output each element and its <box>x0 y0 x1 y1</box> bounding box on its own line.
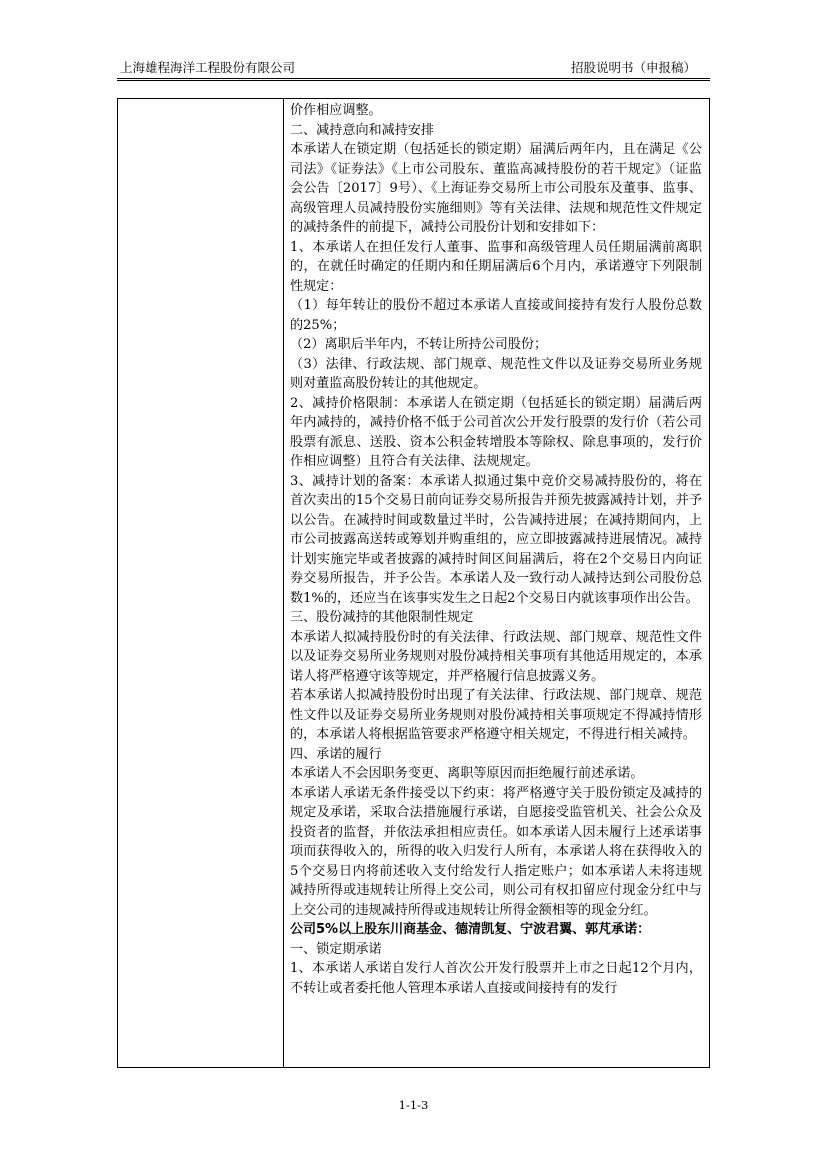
paragraph: （1）每年转让的股份不超过本承诺人直接或间接持有发行人股份总数的25%； <box>290 298 702 333</box>
paragraph: 本承诺人拟减持股份时的有关法律、行政法规、部门规章、规范性文件以及证券交易所业务规则对股份减持相关事项有其他适用规定的，本承诺人将严格遵守该等规定，并严格履行信息披露义务。 <box>290 629 702 684</box>
paragraph: （3）法律、行政法规、部门规章、规范性文件以及证券交易所业务规则对董监高股份转让的其他规定。 <box>290 356 702 391</box>
paragraph: （2）离职后半年内，不转让所持公司股份； <box>290 337 548 352</box>
page-number: 1-1-3 <box>398 1098 429 1112</box>
header-rule-bottom <box>117 80 710 81</box>
paragraph: 若本承诺人拟减持股份时出现了有关法律、行政法规、部门规章、规范性文件以及证券交易所业务规则对股份减持相关事项规定不得减持情形的，本承诺人将根据监管要求严格遵守相关规定，不得进行相关减持。 <box>290 688 702 742</box>
commitment-content-cell <box>290 101 702 998</box>
paragraph: 3、减持计划的备案：本承诺人拟通过集中竞价交易减持股份的，将在首次卖出的15个交易日前向证券交易所报告并预先披露减持计划，并予以公告。在减持时间或数量过半时，公告减持进展；在减持期间内，上市公司披露高送转或筹划并购重组的，应立即披露减持进展情况。减持计划实施完毕或者披露的减持时间区间届满后，将在2个交易日内向证券交易所报告，并予公告。本承诺人及一致行动人减持达到公司股份总数1%的，还应当在该事实发生之日起2个交易日内就该事项作出公告。 <box>290 473 702 606</box>
header-rule-top <box>117 78 710 79</box>
section-heading: 三、股份减持的其他限制性规定 <box>290 610 474 625</box>
paragraph: 2、减持价格限制：本承诺人在锁定期（包括延长的锁定期）届满后两年内减持的，减持价格不低于公司首次公开发行股票的发行价（若公司股票有派息、送股、资本公积金转增股本等除权、除息事项的，发行价作相应调整）且符合有关法律、法规规定。 <box>290 395 702 469</box>
shareholder-commitment-heading: 公司5%以上股东川商基金、德清凯复、宁波君翼、郭芃承诺： <box>290 922 651 937</box>
table-column-divider <box>283 99 284 1067</box>
header-company-name: 上海雄程海洋工程股份有限公司 <box>120 60 296 75</box>
paragraph: 1、本承诺人承诺自发行人首次公开发行股票并上市之日起12个月内，不转让或者委托他人管理本承诺人直接或间接持有的发行 <box>290 961 702 996</box>
section-heading: 二、减持意向和减持安排 <box>290 122 435 138</box>
section-heading: 四、承诺的履行 <box>290 746 382 762</box>
header-document-title: 招股说明书（申报稿） <box>570 60 696 75</box>
paragraph: 价作相应调整。 <box>290 103 382 118</box>
paragraph: 本承诺人不会因职务变更、离职等原因而拒绝履行前述承诺。 <box>290 766 644 781</box>
paragraph: 1、本承诺人在担任发行人董事、监事和高级管理人员任期届满前离职的，在就任时确定的任期内和任期届满后6个月内，承诺遵守下列限制性规定： <box>290 239 702 294</box>
paragraph: 本承诺人承诺无条件接受以下约束：将严格遵守关于股份锁定及减持的规定及承诺，采取合法措施履行承诺，自愿接受监管机关、社会公众及投资者的监督，并依法承担相应责任。如本承诺人因未履行上述承诺事项而获得收入的，所得的收入归发行人所有，本承诺人将在获得收入的5个交易日内将前述收入支付给发行人指定账户；如本承诺人未将违规减持所得或违规转让所得上交公司，则公司有权扣留应付现金分红中与上交公司的违规减持所得或违规转让所得金额相等的现金分红。 <box>290 785 702 918</box>
paragraph: 本承诺人在锁定期（包括延长的锁定期）届满后两年内，且在满足《公司法》《证券法》《上市公司股东、董监高减持股份的若干规定》（证监会公告〔2017〕9号）、《上海证券交易所上市公司股东及董事、监事、高级管理人员减持股份实施细则》等有关法律、法规和规范性文件规定的减持条件的前提下，减持公司股份计划和安排如下： <box>290 142 702 235</box>
section-heading: 一、锁定期承诺 <box>290 941 382 957</box>
